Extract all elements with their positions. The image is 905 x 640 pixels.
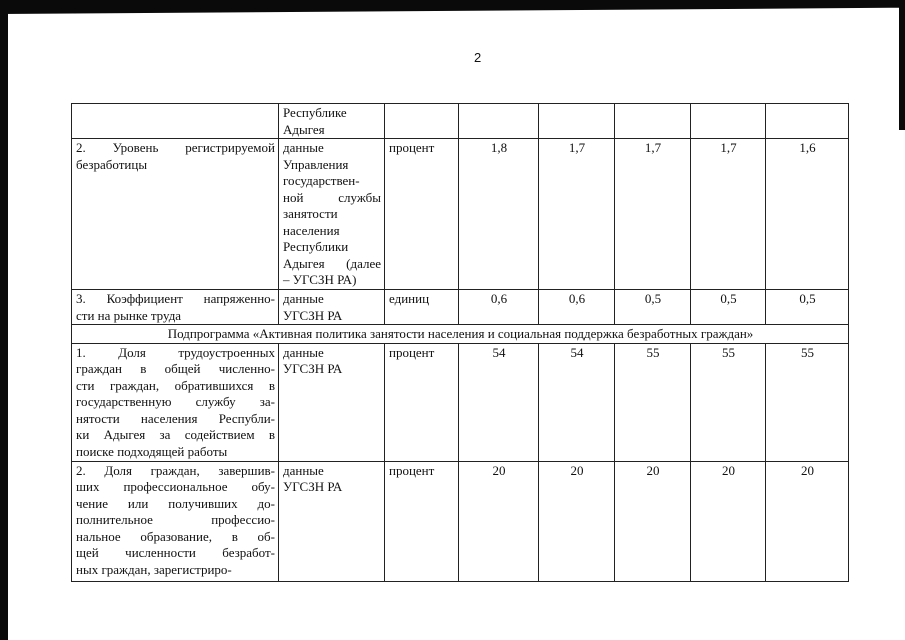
indicators-table <box>71 103 849 582</box>
indicator-value: 1,7 <box>691 139 766 290</box>
subprogram-heading-row <box>72 325 849 344</box>
indicator-source-line: Управления <box>283 156 349 172</box>
indicator-value: 20 <box>691 461 766 581</box>
indicator-source <box>279 290 385 325</box>
indicator-name-line: 1. Доля трудоустроенных <box>76 344 275 360</box>
indicator-name-line: поиске подходящей работы <box>76 443 228 459</box>
indicator-value: 54 <box>459 343 539 461</box>
indicator-source-line: Республики <box>283 239 349 254</box>
indicator-value: 0,5 <box>615 290 691 325</box>
indicator-value: 20 <box>615 461 691 581</box>
indicator-value: 55 <box>691 343 766 461</box>
indicator-value: 55 <box>615 343 691 461</box>
indicator-value: 0,6 <box>539 290 615 325</box>
indicator-value: 1,7 <box>615 139 691 290</box>
indicator-name-line: 2. Уровень регистрируемой <box>76 140 275 155</box>
indicator-name-line: государственную службу за- <box>76 394 275 409</box>
indicator-value: 20 <box>459 461 539 581</box>
subprogram-heading: Подпрограмма «Активная политика занятости населения и социальная поддержка безработных граждан» <box>72 325 849 344</box>
indicator-value: 54 <box>539 343 615 461</box>
indicator-value: 1,7 <box>539 139 615 290</box>
indicator-name-line: граждан в общей численно- <box>76 361 275 376</box>
indicator-name-line: ки Адыгея за содействием в <box>76 427 275 442</box>
indicator-name-line: чение или получивших до- <box>76 495 275 511</box>
indicator-name <box>72 139 279 290</box>
scan-edge-left <box>0 0 8 640</box>
indicator-value: 20 <box>766 461 849 581</box>
indicator-value: 55 <box>766 343 849 461</box>
indicator-source-line: – УГСЗН РА) <box>283 272 357 287</box>
indicator-name-line: полнительное профессио- <box>76 512 275 527</box>
table-body <box>72 104 849 582</box>
indicator-unit: процент <box>385 139 459 290</box>
indicator-value: 0,6 <box>459 290 539 325</box>
table-row <box>72 461 849 581</box>
scan-edge-right <box>899 0 905 130</box>
indicator-value: 1,8 <box>459 139 539 290</box>
indicator-source <box>279 343 385 461</box>
page-number: 2 <box>474 50 482 65</box>
indicator-name-line: безработицы <box>76 156 148 172</box>
indicator-value <box>615 104 691 139</box>
indicator-source-line: государствен- <box>283 173 360 188</box>
indicator-value <box>459 104 539 139</box>
indicator-name-line: 2. Доля граждан, завершив- <box>76 462 275 478</box>
indicator-unit: единиц <box>385 290 459 325</box>
indicator-value: 0,5 <box>766 290 849 325</box>
indicator-name-line: 3. Коэффициент напряженно- <box>76 291 275 306</box>
indicator-source <box>279 104 385 139</box>
indicator-name <box>72 343 279 461</box>
indicator-name-line: нальное образование, в об- <box>76 528 275 544</box>
scan-edge-top <box>0 0 905 14</box>
indicator-source-line: данные <box>283 462 324 478</box>
indicator-value: 0,5 <box>691 290 766 325</box>
indicator-name <box>72 104 279 139</box>
indicator-value <box>539 104 615 139</box>
indicator-source-line: УГСЗН РА <box>283 479 343 494</box>
indicator-name-line: щей численности безработ- <box>76 545 275 560</box>
indicator-source-line: Адыгея <box>283 121 325 137</box>
table-row <box>72 139 849 290</box>
indicator-value <box>766 104 849 139</box>
indicator-source <box>279 139 385 290</box>
indicator-unit: процент <box>385 461 459 581</box>
indicator-name <box>72 461 279 581</box>
indicator-source <box>279 461 385 581</box>
indicator-source-line: Адыгея (далее <box>283 255 381 271</box>
indicator-source-line: УГСЗН РА <box>283 361 343 376</box>
indicator-value <box>691 104 766 139</box>
indicator-name-line: ших профессиональное обу- <box>76 479 275 494</box>
table-row <box>72 290 849 325</box>
indicator-source-line: УГСЗН РА <box>283 307 343 323</box>
table-row <box>72 104 849 139</box>
indicator-source-line: данные <box>283 291 324 306</box>
indicator-source-line: данные <box>283 140 324 155</box>
indicator-name-line: сти граждан, обратившихся в <box>76 377 275 393</box>
indicator-value: 20 <box>539 461 615 581</box>
indicator-source-line: занятости <box>283 206 338 221</box>
indicator-source-line: ной службы <box>283 189 381 205</box>
indicator-name-line: ных граждан, зарегистриро- <box>76 561 232 577</box>
indicator-unit: процент <box>385 343 459 461</box>
indicator-name-line: нятости населения Республи- <box>76 410 275 426</box>
indicator-source-line: данные <box>283 344 324 360</box>
table-row <box>72 343 849 461</box>
indicator-source-line: Республике <box>283 105 347 120</box>
indicator-value: 1,6 <box>766 139 849 290</box>
indicator-name <box>72 290 279 325</box>
indicator-name-line: сти на рынке труда <box>76 307 182 323</box>
indicator-unit <box>385 104 459 139</box>
indicator-source-line: населения <box>283 222 340 238</box>
